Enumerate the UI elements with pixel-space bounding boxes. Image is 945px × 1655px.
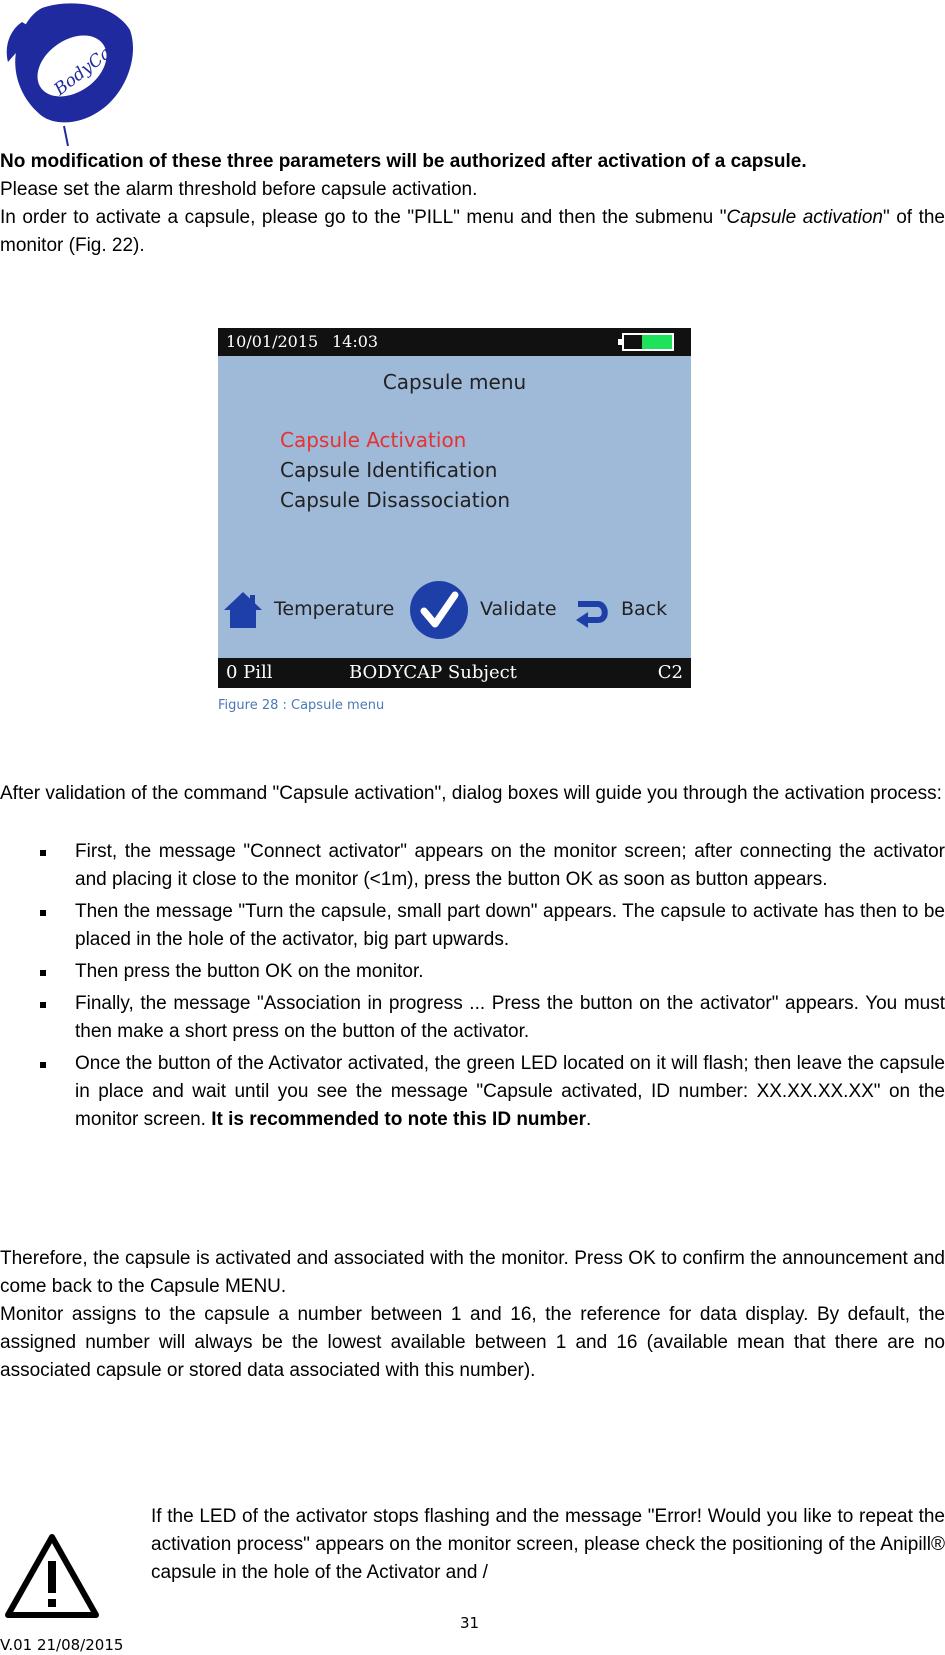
menu-item-capsule-identification[interactable]: Capsule Identification: [280, 458, 498, 482]
activation-instruction: In order to activate a capsule, please go to the "PILL" menu and then the submenu "Capsule activation" of the monitor (Fig. 22).: [0, 207, 945, 256]
modification-notice: No modification of these three parameters will be authorized after activation of a capsule.: [0, 151, 807, 172]
conclusion-paragraph-1: Therefore, the capsule is activated and associated with the monitor. Press OK to confirm the announcement and come back to the Capsule MENU.: [0, 1248, 945, 1297]
device-status-bar: [218, 328, 691, 356]
intro-section: [0, 148, 945, 260]
alarm-note: Please set the alarm threshold before capsule activation.: [0, 179, 478, 200]
process-steps: [0, 838, 945, 1138]
device-time: 14:03: [332, 332, 379, 351]
menu-item-capsule-disassociation[interactable]: Capsule Disassociation: [280, 488, 511, 512]
device-bottom-bar: [218, 658, 691, 688]
page-number: 31: [460, 1614, 480, 1632]
home-icon[interactable]: [222, 590, 264, 634]
list-item: First, the message "Connect activator" appears on the monitor screen; after connecting the activator and placing it close to the monitor (<1m), press the button OK as soon as button appears.: [0, 838, 945, 894]
list-item: Then press the button OK on the monitor.: [0, 958, 945, 986]
process-intro: After validation of the command "Capsule activation", dialog boxes will guide you through the activation process:: [0, 783, 942, 804]
list-item: Finally, the message "Association in progress ... Press the button on the activator" appears. You must then make a short press on the button of the activator.: [0, 990, 945, 1046]
list-item: Then the message "Turn the capsule, small part down" appears. The capsule to activate has then to be placed in the hole of the activator, big part upwards.: [0, 898, 945, 954]
figure-caption: Figure 28 : Capsule menu: [218, 698, 385, 713]
menu-title: Capsule menu: [382, 370, 527, 394]
subject-name: BODYCAP Subject: [349, 662, 517, 683]
validate-icon[interactable]: [410, 581, 468, 639]
device-date: 10/01/2015: [226, 332, 319, 351]
bodycap-logo: [2, 0, 140, 146]
warning-text: If the LED of the activator stops flashing and the message "Error! Would you like to repeat the activation process" appears on the monitor screen, please check the positioning of the Anipill® capsule in the hole of the Activator and /: [151, 1506, 945, 1583]
pill-count: 0 Pill: [226, 662, 273, 683]
menu-item-capsule-activation[interactable]: Capsule Activation: [280, 428, 467, 452]
validate-label[interactable]: Validate: [480, 598, 557, 620]
list-item: Once the button of the Activator activated, the green LED located on it will flash; then leave the capsule in place and wait until you see the message "Capsule activated, ID number: XX.XX.XX.XX" on the monitor screen. It is recommended to note this ID number.: [0, 1050, 945, 1134]
warning-icon: [4, 1533, 100, 1624]
back-arrow-icon[interactable]: [574, 596, 610, 632]
temperature-label[interactable]: Temperature: [274, 598, 395, 620]
back-label[interactable]: Back: [621, 598, 668, 620]
document-version: V.01 21/08/2015: [0, 1636, 124, 1654]
conclusion-paragraph-2: Monitor assigns to the capsule a number between 1 and 16, the reference for data display. By default, the assigned number will always be the lowest available between 1 and 16 (available mean that there are no associated capsule or stored data associated with this number).: [0, 1304, 945, 1381]
channel-id: C2: [657, 662, 683, 683]
svg-text:BodyCap: BodyCap: [50, 36, 124, 100]
capsule-menu-screenshot: [218, 328, 691, 688]
conclusion-section: [0, 1245, 945, 1385]
battery-icon: [622, 333, 674, 351]
